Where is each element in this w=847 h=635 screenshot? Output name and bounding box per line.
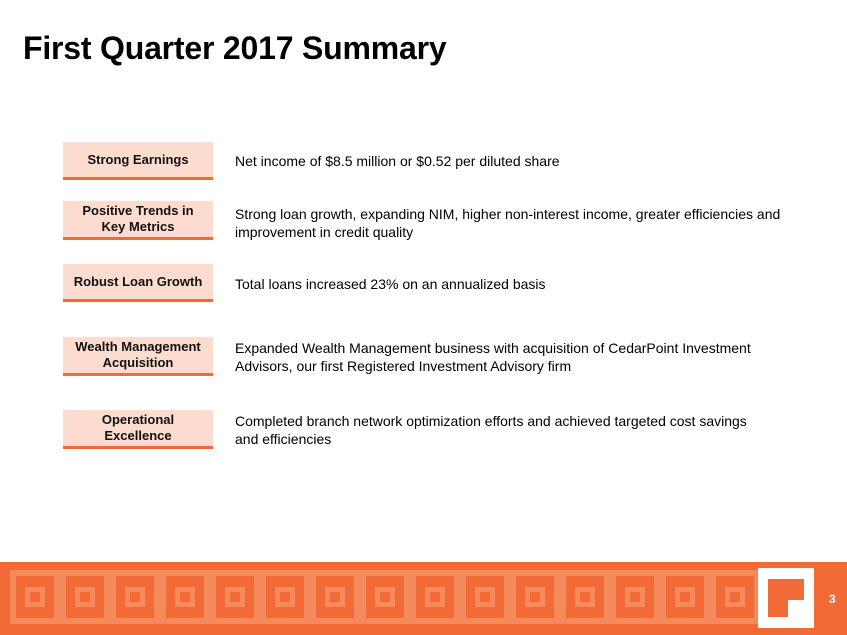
footer-pattern-tile xyxy=(310,570,360,624)
page-number: 3 xyxy=(829,592,836,606)
description-line: Total loans increased 23% on an annualized basis xyxy=(235,276,546,292)
slide-title: First Quarter 2017 Summary xyxy=(23,30,447,66)
highlight-description xyxy=(235,412,795,448)
footer-pattern-tile xyxy=(60,570,110,624)
description-line: Net income of $8.5 million or $0.52 per diluted share xyxy=(235,153,560,169)
highlight-label-strong-earnings xyxy=(63,142,213,180)
footer-pattern-tile xyxy=(210,570,260,624)
highlight-label-positive-trends xyxy=(63,201,213,240)
description-line: and efficiencies xyxy=(235,431,332,447)
footer-band xyxy=(0,562,847,635)
highlight-description xyxy=(235,339,795,375)
label-line: Key Metrics xyxy=(101,219,175,234)
label-line: Strong Earnings xyxy=(87,151,189,167)
footer-pattern-tile xyxy=(10,570,60,624)
description-line: improvement in credit quality xyxy=(235,224,414,240)
highlight-label-operational-excellence xyxy=(63,410,213,449)
footer-pattern-tile xyxy=(660,570,710,624)
highlight-label-wealth-management xyxy=(63,337,213,376)
label-line: Operational xyxy=(101,412,175,427)
label-line: Acquisition xyxy=(102,355,174,370)
footer-pattern-tile xyxy=(110,570,160,624)
square-logo-icon xyxy=(758,568,814,628)
footer-pattern-tile xyxy=(510,570,560,624)
label-line: Robust Loan Growth xyxy=(73,273,203,289)
description-line: Expanded Wealth Management business with acquisition of CedarPoint Investment xyxy=(235,340,751,356)
label-line: Positive Trends in xyxy=(82,203,194,218)
label-line: Wealth Management xyxy=(75,339,201,354)
footer-pattern-tile xyxy=(460,570,510,624)
highlight-description xyxy=(235,275,795,293)
footer-pattern-tile xyxy=(160,570,210,624)
highlight-label-robust-loan-growth xyxy=(63,264,213,302)
footer-pattern-tile xyxy=(560,570,610,624)
footer-pattern-tile xyxy=(610,570,660,624)
footer-pattern-tile xyxy=(410,570,460,624)
description-line: Advisors, our first Registered Investment Advisory firm xyxy=(235,358,572,374)
label-line: Excellence xyxy=(104,428,172,443)
description-line: Completed branch network optimization efforts and achieved targeted cost savings xyxy=(235,413,747,429)
highlight-description xyxy=(235,205,795,241)
footer-pattern-tile xyxy=(360,570,410,624)
highlight-description xyxy=(235,152,795,170)
footer-pattern-tile xyxy=(710,570,760,624)
description-line: Strong loan growth, expanding NIM, higher non-interest income, greater efficiencies and xyxy=(235,206,781,222)
footer-pattern-tile xyxy=(260,570,310,624)
